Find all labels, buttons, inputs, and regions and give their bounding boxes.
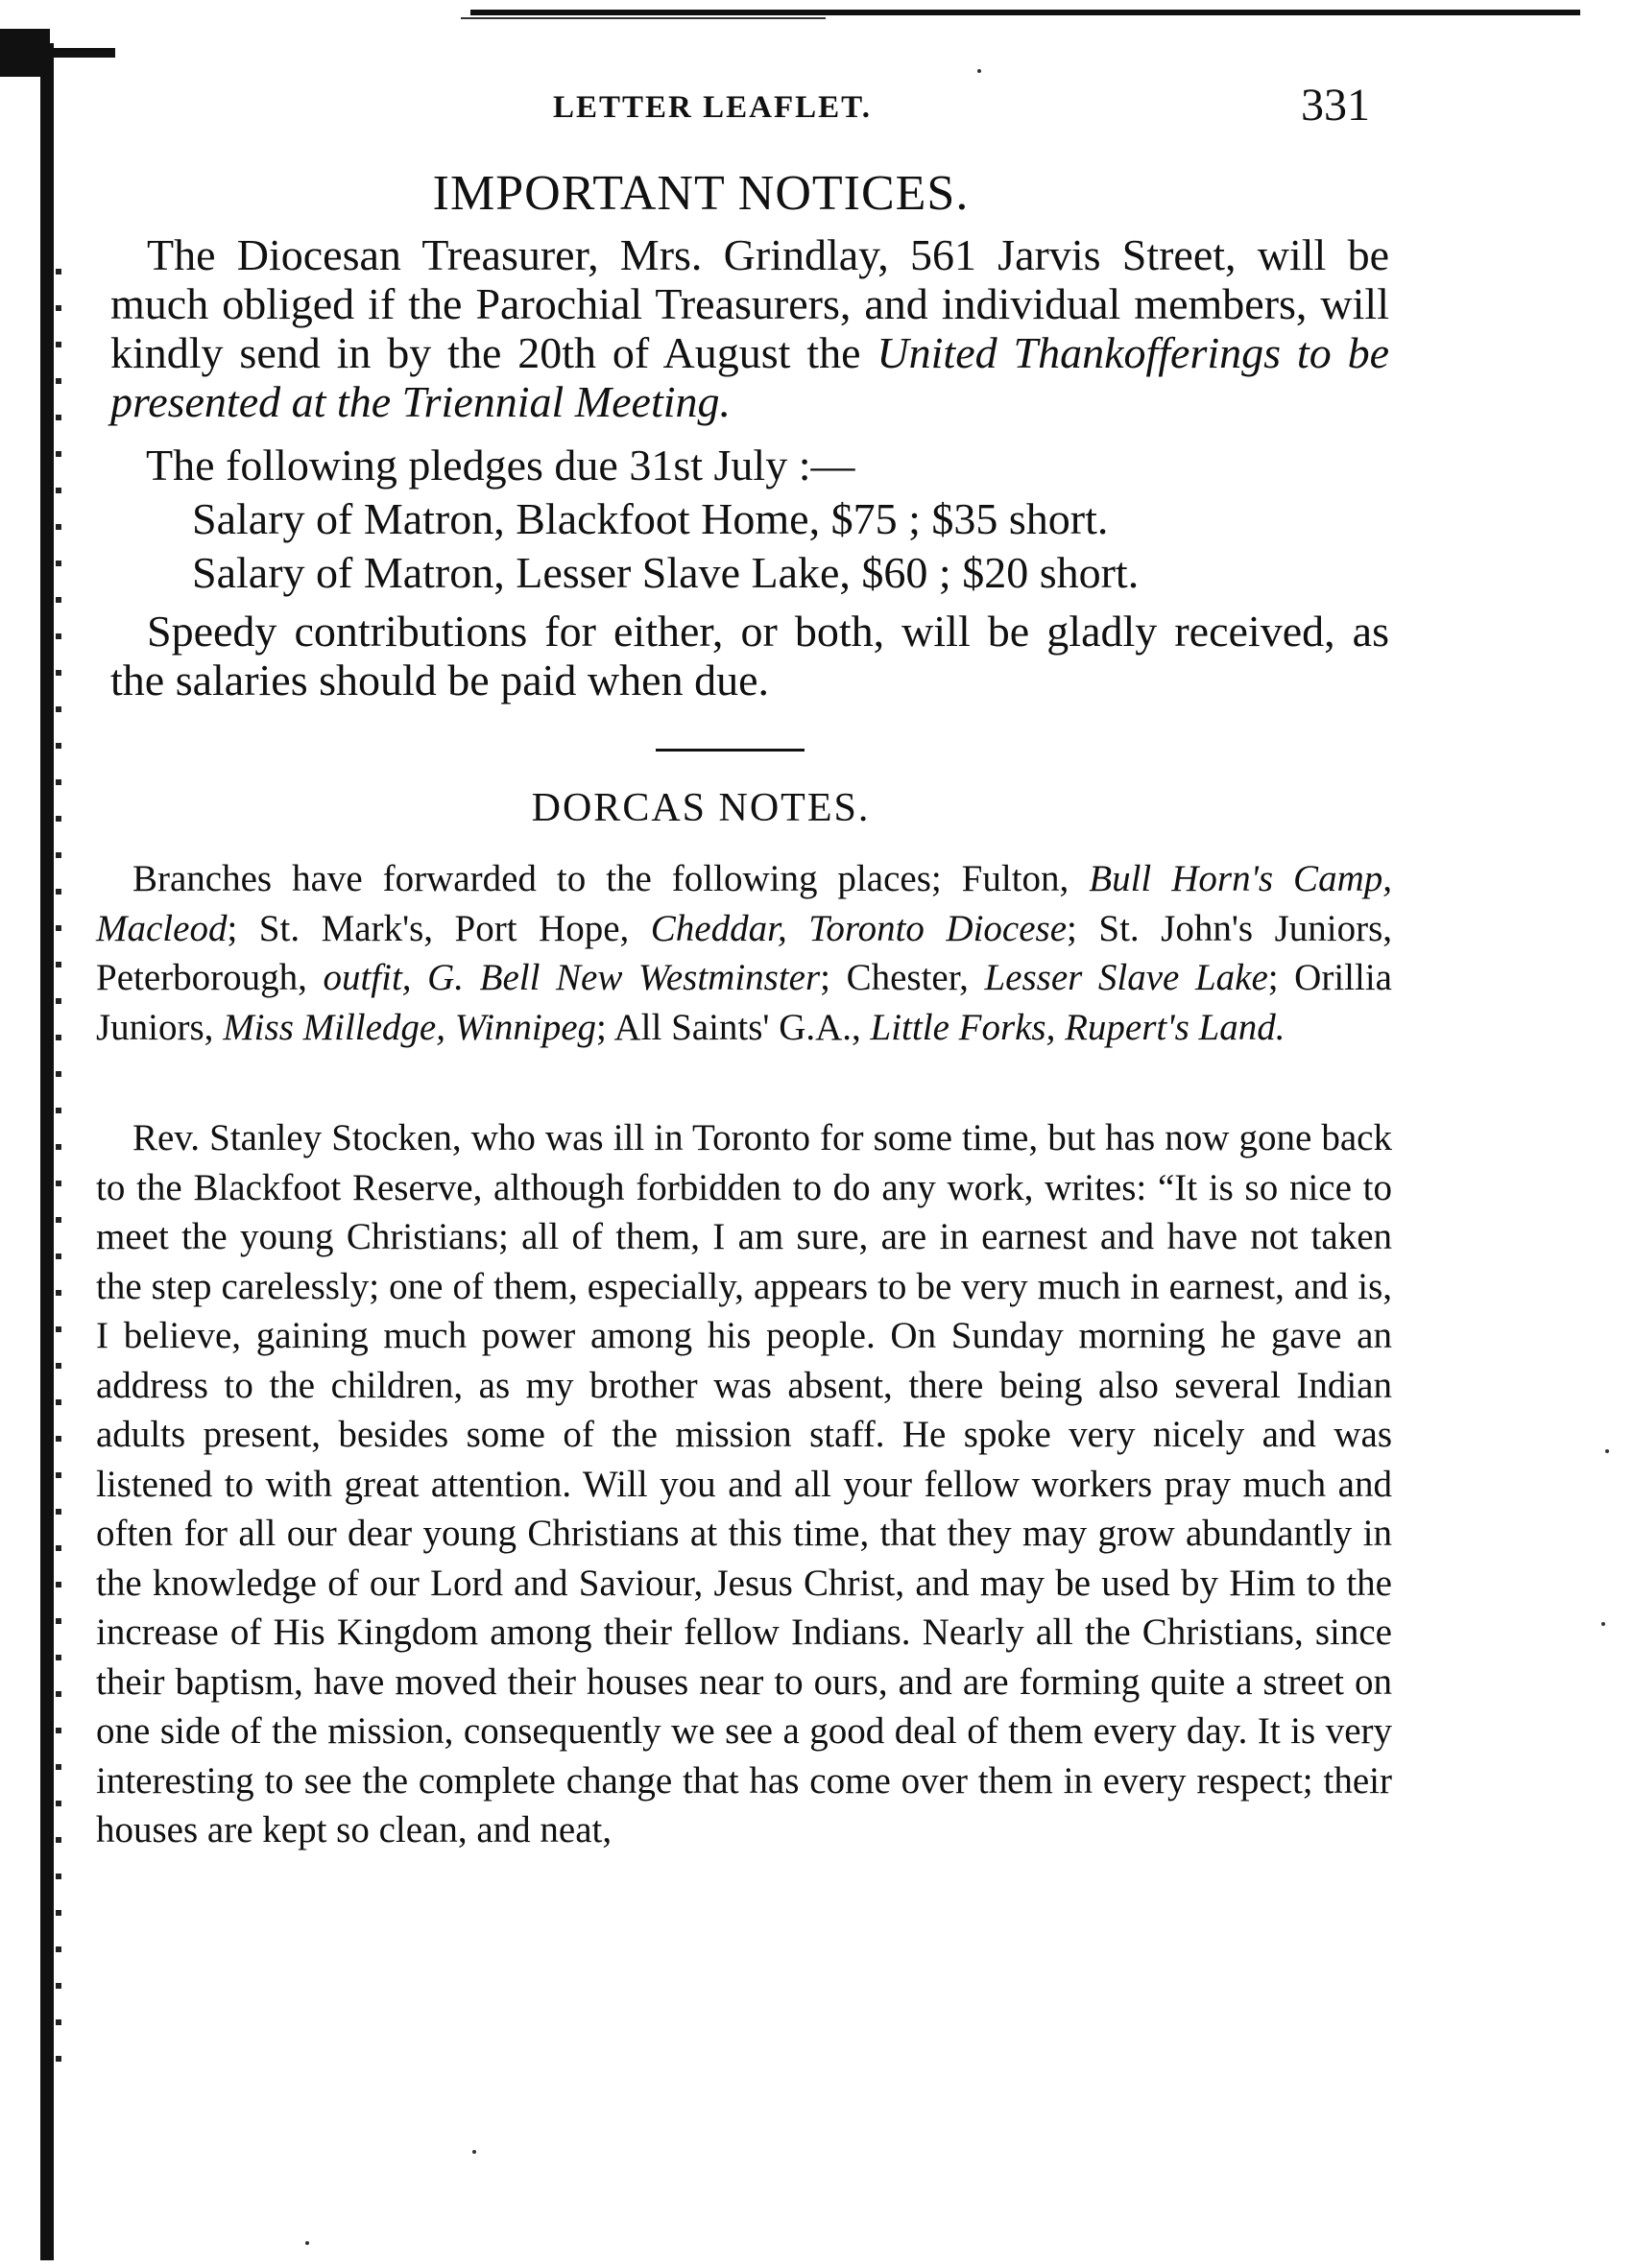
notices-closing [110,607,1389,704]
top-border-rule [470,10,1580,15]
scan-speck [1605,1449,1609,1453]
branch-destination: Lesser Slave Lake [984,957,1268,998]
branch-source: ; St. John's Juniors, Peterborough, [96,907,1393,998]
scan-speck [472,2150,476,2154]
notices-intro-text: The Diocesan Treasurer, Mrs. Grindlay, 561 Jarvis Street, will be much obliged if the Parochial Treasurers, and individual members, will kindly send in by the 20th of August the [110,230,1389,377]
branch-source: ; St. Mark's, Port Hope, [227,907,651,949]
dorcas-branches-paragraph [96,854,1392,1052]
notices-closing-paragraph: Speedy contributions for either, or both, will be gladly received, as the salaries should be paid when due. [110,607,1389,704]
top-border-rule-thin [461,17,826,19]
dorcas-branches [96,854,1392,1052]
running-head [0,79,1634,136]
dorcas-letter [96,1113,1392,1855]
branch-destination: Bull Horn's Camp, Macleod [96,858,1392,949]
branch-source: Branches have forwarded to the following places; Fulton, [132,858,1090,899]
notices-intro-paragraph [110,230,1389,426]
page-number: 331 [1301,80,1370,131]
notices-intro [110,230,1389,426]
dorcas-heading: DORCAS NOTES. [531,786,871,830]
scan-speck [305,2241,309,2245]
notices-intro-italic: United Thankofferings to be presented at the Triennial Meeting. [110,328,1390,426]
binding-edge-curl [0,48,115,58]
scan-speck [1601,1622,1605,1626]
branch-source: ; All Saints' G.A., [596,1006,871,1048]
binding-spine [40,43,54,2260]
scan-speck [977,69,981,73]
pledge-line: Salary of Matron, Lesser Slave Lake, $60 ; $20 short. [192,548,1140,597]
section-divider [656,749,805,752]
pledges-lead: The following pledges due 31st July :— [146,441,855,489]
dorcas-letter-paragraph: Rev. Stanley Stocken, who was ill in Toronto for some time, but has now gone back to the Blackfoot Reserve, although forbidden to do any work, writes: “It is so nice to meet the young Christians; all of them, I am sure, are in earnest and have not taken the step carelessly; one of them, especially, appears to be very much in earnest, and is, I believe, gaining much power among his people. On Sunday morning he gave an address to the children, as my brother was absent, there being also several Indian adults present, besides some of the mission staff. He spoke very nicely and was listened to with great attention. Will you and all your fellow workers pray much and often for all our dear young Christians at this time, that they may grow abundantly in the knowledge of our Lord and Saviour, Jesus Christ, and may be used by Him to the increase of His Kingdom among their fellow Indians. Nearly all the Christians, since their baptism, have moved their houses near to ours, and are forming quite a street on one side of the mission, consequently we see a good deal of them every day. It is very interesting to see the complete change that has come over them in every respect; their houses are kept so clean, and neat, [96,1117,1392,1850]
branch-destination: Miss Milledge, Winnipeg [223,1006,597,1048]
branch-destination: Little Forks, Rupert's Land. [870,1006,1286,1048]
branch-destination: outfit, G. Bell New Westminster [323,957,821,998]
notices-heading: IMPORTANT NOTICES. [432,166,970,221]
branch-source: ; Chester, [820,957,985,998]
running-head-title: LETTER LEAFLET. [553,90,872,125]
branch-destination: Cheddar, Toronto Diocese [650,907,1068,949]
binding-stitches [56,269,61,2092]
branch-source: ; Orillia Juniors, [96,957,1392,1048]
pledge-line: Salary of Matron, Blackfoot Home, $75 ; $35 short. [192,494,1109,543]
